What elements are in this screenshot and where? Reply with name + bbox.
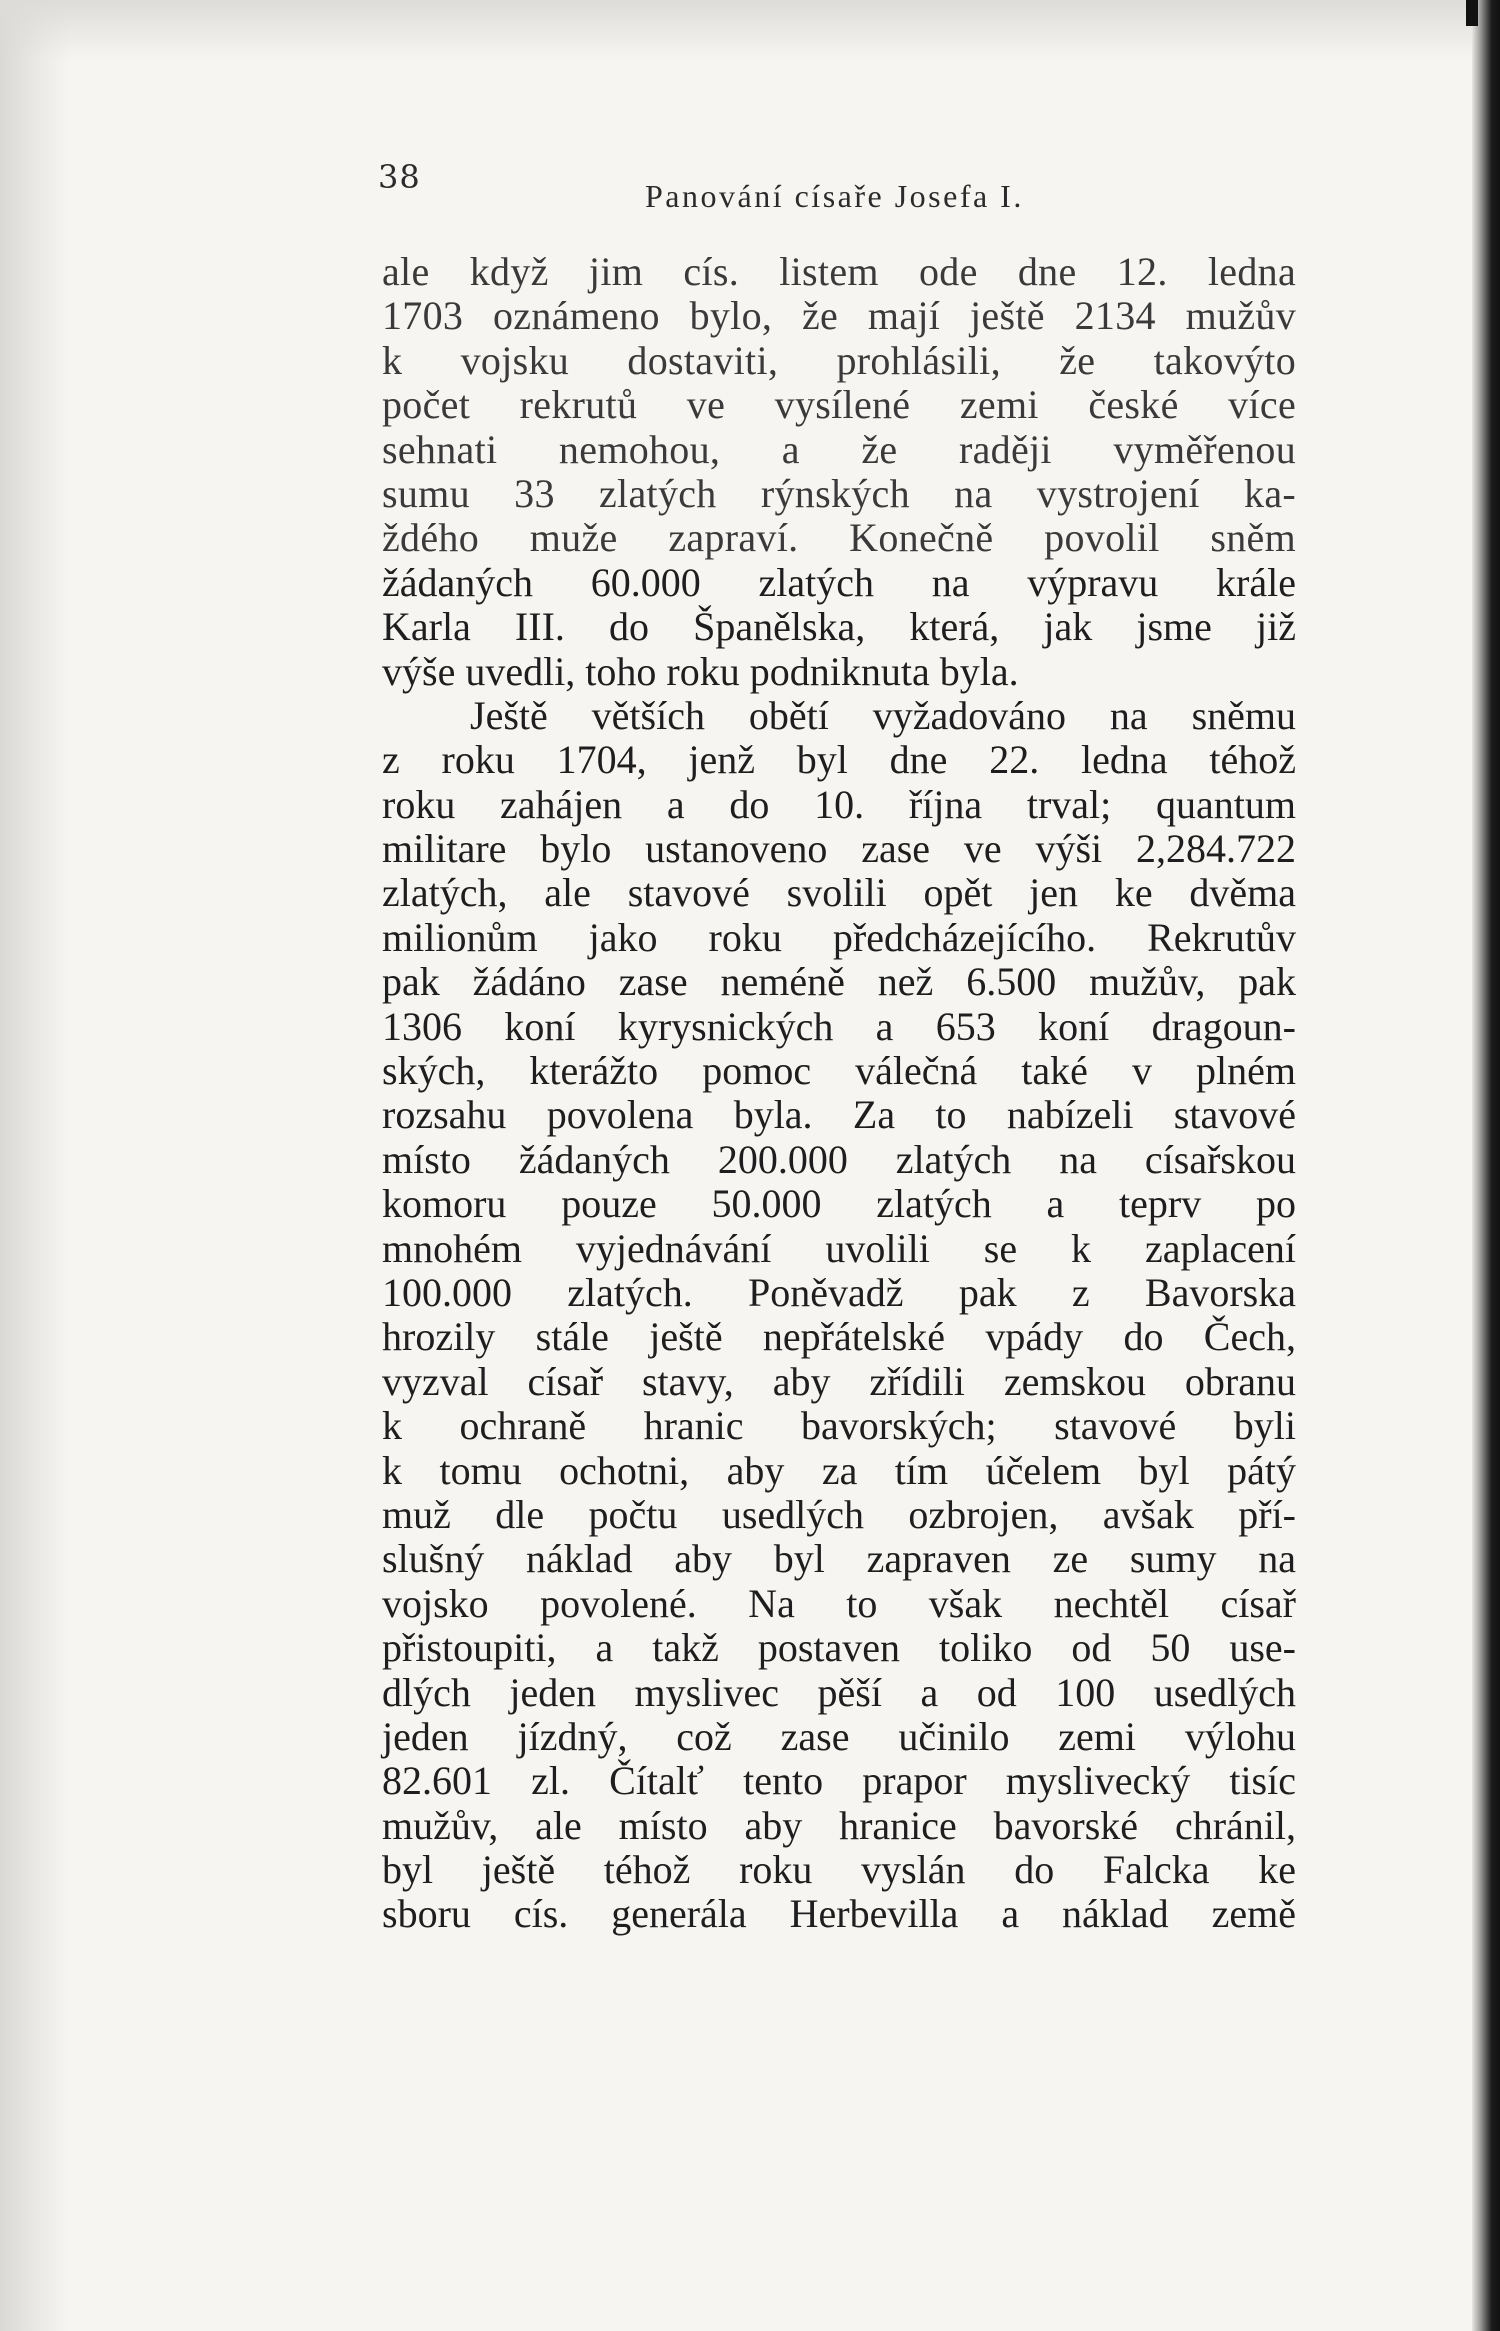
text-line: vyzval císař stavy, aby zřídili zemskou obranu (382, 1358, 1296, 1404)
scan-shadow-left (0, 0, 70, 2331)
text-line: ale když jim cís. listem ode dne 12. ledna (382, 249, 1296, 294)
text-line: militare bylo ustanoveno zase ve výši 2,284.722 (382, 826, 1296, 872)
text-line: hrozily stále ještě nepřátelské vpády do Čech, (382, 1314, 1296, 1360)
text-line: ských, kterážto pomoc válečná také v plném (382, 1048, 1296, 1094)
text-line: 1306 koní kyrysnických a 653 koní dragoun- (382, 1003, 1296, 1049)
scan-corner-mark (1466, 0, 1478, 26)
text-line: 82.601 zl. Čítalť tento prapor myslivecký tisíc (382, 1758, 1296, 1804)
text-line: byl ještě téhož roku vyslán do Falcka ke (382, 1847, 1296, 1893)
text-line: 1703 oznámeno bylo, že mají ještě 2134 mužův (382, 293, 1296, 339)
text-line: komoru pouze 50.000 zlatých a teprv po (382, 1181, 1296, 1227)
scan-shadow-top (0, 0, 1500, 60)
text-line: sboru cís. generála Herbevilla a náklad země (382, 1891, 1296, 1937)
scan-border-right (1472, 0, 1500, 2331)
text-line: milionům jako roku předcházejícího. Rekrutův (382, 914, 1296, 960)
text-line: sehnati nemohou, a že raději vyměřenou (382, 426, 1296, 472)
text-line: ždého muže zapraví. Konečně povolil sněm (382, 515, 1296, 561)
text-line: k vojsku dostaviti, prohlásili, že takovýto (382, 337, 1296, 383)
text-line: místo žádaných 200.000 zlatých na císařskou (382, 1136, 1296, 1182)
text-line: mužův, ale místo aby hranice bavorské chránil, (382, 1802, 1296, 1848)
text-line: zlatých, ale stavové svolili opět jen ke dvěma (382, 870, 1296, 916)
text-line: mnohém vyjednávání uvolili se k zaplacení (382, 1225, 1296, 1271)
running-head: Panování císaře Josefa I. (645, 178, 1024, 214)
text-line: Karla III. do Španělska, která, jak jsme již (382, 604, 1296, 650)
text-line: muž dle počtu usedlých ozbrojen, avšak pří- (382, 1491, 1296, 1537)
body-text (382, 250, 1296, 1937)
text-line: 100.000 zlatých. Poněvadž pak z Bavorska (382, 1269, 1296, 1315)
text-line: žádaných 60.000 zlatých na výpravu krále (382, 559, 1296, 605)
text-line: slušný náklad aby byl zapraven ze sumy na (382, 1536, 1296, 1582)
text-line: sumu 33 zlatých rýnských na vystrojení ka- (382, 470, 1296, 516)
text-line: k ochraně hranic bavorských; stavové byli (382, 1403, 1296, 1449)
text-line: roku zahájen a do 10. října trval; quantum (382, 781, 1296, 827)
text-line: jeden jízdný, což zase učinilo zemi výlohu (382, 1713, 1296, 1759)
text-line: dlých jeden myslivec pěší a od 100 usedlých (382, 1669, 1296, 1715)
text-line: k tomu ochotni, aby za tím účelem byl pátý (382, 1447, 1296, 1493)
text-line: z roku 1704, jenž byl dne 22. ledna téhož (382, 737, 1296, 783)
text-line: přistoupiti, a takž postaven toliko od 50 use- (382, 1625, 1296, 1671)
text-line: výše uvedli, toho roku podniknuta byla. (382, 648, 1019, 694)
text-line: vojsko povolené. Na to však nechtěl císař (382, 1580, 1296, 1626)
text-line: pak žádáno zase neméně než 6.500 mužův, pak (382, 959, 1296, 1005)
text-line: Ještě větších obětí vyžadováno na sněmu (470, 692, 1296, 738)
text-line: rozsahu povolena byla. Za to nabízeli stavové (382, 1092, 1296, 1138)
page-number: 38 (378, 158, 421, 196)
text-line: počet rekrutů ve vysílené zemi české více (382, 382, 1296, 428)
